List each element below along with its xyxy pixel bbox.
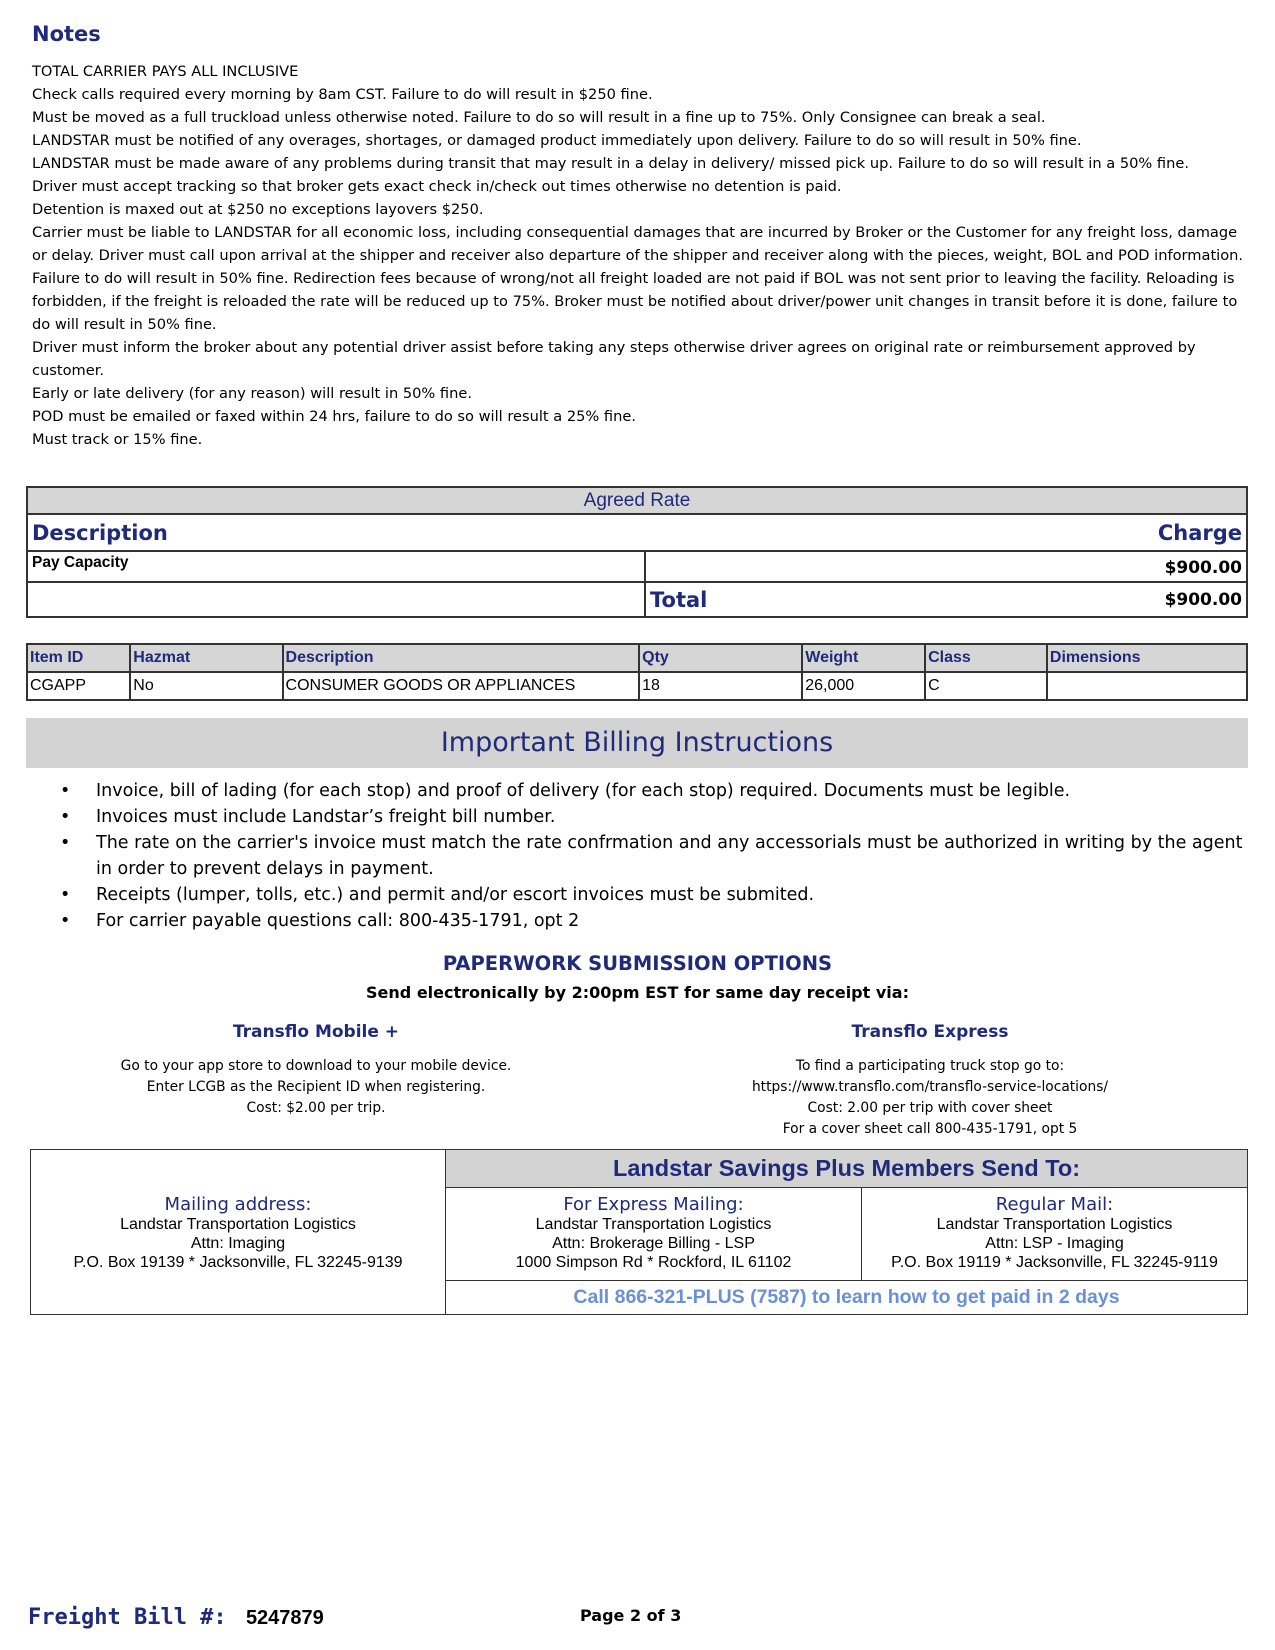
note-line: Detention is maxed out at $250 no exceptions layovers $250. [32, 201, 484, 218]
rate-total-row [26, 583, 1248, 618]
description-label: Description [32, 520, 168, 545]
total-label: Total [650, 587, 708, 612]
option-line: Cost: $2.00 per trip. [246, 1100, 386, 1116]
address-line: Attn: Imaging [190, 1235, 286, 1252]
option-line: Enter LCGB as the Recipient ID when registering. [146, 1079, 486, 1095]
notes-body [32, 60, 1252, 451]
transflo-locations-link[interactable]: https://www.transflo.com/transflo-service-locations/ [751, 1079, 1109, 1095]
cell-class: C [925, 672, 1047, 700]
table-row [27, 672, 1247, 700]
note-line: Carrier must be liable to LANDSTAR for all economic loss, including consequential damages that are incurred by Broker or the Customer for any freight loss, damage or delay. Driver must call upon arrival at the shipper and receiver also departure of the shipper and receiver along with the pieces, weight, BOL and POD information. Failure to do will result in 50% fine. Redirection fees because of wrong/not all freight loaded are not paid if BOL was not sent prior to leaving the facility. Reloading is forbidden, if the freight is reloaded the rate will be reduced up to 75%. Broker must be notified about driver/power unit changes in transit before it is done, failure to do will result in 50% fine. [32, 224, 1244, 333]
cell-item-id: CGAPP [27, 672, 130, 700]
rate-item-row [26, 552, 1248, 583]
list-item: • The rate on the carrier's invoice must match the rate confrmation and any accessorials must be authorized in writing by the agent in order to prevent delays in payment. [60, 830, 1250, 882]
billing-instructions-title: Important Billing Instructions [26, 718, 1248, 768]
cell-hazmat: No [130, 672, 282, 700]
col-weight: Weight [802, 644, 925, 672]
item-table-header [27, 644, 1247, 672]
list-item: • Invoice, bill of lading (for each stop) and proof of delivery (for each stop) required. Documents must be legible. [60, 778, 1250, 804]
note-line: LANDSTAR must be notified of any overages, shortages, or damaged product immediately upon delivery. Failure to do so will result in 50% fine. [32, 132, 1082, 149]
option-line: To find a participating truck stop go to: [795, 1058, 1065, 1074]
notes-title: Notes [32, 22, 101, 46]
rate-item-charge: $900.00 [1164, 558, 1242, 578]
note-line: POD must be emailed or faxed within 24 hrs, failure to do so will result a 25% fine. [32, 408, 636, 425]
note-line: Driver must inform the broker about any potential driver assist before taking any steps otherwise driver agrees on original rate or reimbursement approved by customer. [32, 339, 1196, 379]
lsp-header: Landstar Savings Plus Members Send To: [446, 1150, 1247, 1188]
col-hazmat: Hazmat [130, 644, 282, 672]
col-dimensions: Dimensions [1047, 644, 1247, 672]
option-line: Cost: 2.00 per trip with cover sheet [807, 1100, 1053, 1116]
option-line: Go to your app store to download to your mobile device. [120, 1058, 512, 1074]
lsp-regular-mail [862, 1188, 1247, 1280]
address-line: 1000 Simpson Rd * Rockford, IL 61102 [515, 1254, 792, 1271]
cell-qty: 18 [639, 672, 802, 700]
note-line: LANDSTAR must be made aware of any problems during transit that may result in a delay in delivery/ missed pick up. Failure to do so will result in a 50% fine. [32, 155, 1189, 172]
address-line: Attn: LSP - Imaging [985, 1235, 1124, 1252]
address-line: Landstar Transportation Logistics [535, 1216, 772, 1233]
address-line: P.O. Box 19119 * Jacksonville, FL 32245-9119 [891, 1254, 1218, 1271]
regular-mail-title: Regular Mail: [995, 1194, 1114, 1215]
item-table [26, 643, 1248, 701]
agreed-rate-table [26, 486, 1248, 618]
rate-item-description: Pay Capacity [28, 552, 646, 581]
address-line: Landstar Transportation Logistics [120, 1216, 356, 1233]
list-item: • Receipts (lumper, tolls, etc.) and permit and/or escort invoices must be submited. [60, 882, 1250, 908]
mailing-addresses [30, 1149, 1248, 1315]
address-line: Landstar Transportation Logistics [936, 1216, 1173, 1233]
list-item: • Invoices must include Landstar’s freight bill number. [60, 804, 1250, 830]
lsp-express-mailing [446, 1188, 862, 1280]
address-line: Attn: Brokerage Billing - LSP [552, 1235, 755, 1252]
col-class: Class [925, 644, 1047, 672]
cell-description: CONSUMER GOODS OR APPLIANCES [283, 672, 640, 700]
note-line: Must track or 15% fine. [32, 431, 203, 448]
rate-total-cell [646, 583, 1246, 616]
col-description: Description [283, 644, 640, 672]
billing-instructions-list [60, 778, 1250, 934]
cell-weight: 26,000 [802, 672, 925, 700]
note-line: Early or late delivery (for any reason) will result in 50% fine. [32, 385, 472, 402]
lsp-call-banner: Call 866-321-PLUS (7587) to learn how to get paid in 2 days [446, 1280, 1247, 1314]
address-line: P.O. Box 19139 * Jacksonville, FL 32245-9139 [73, 1254, 403, 1271]
freight-bill-label: Freight Bill #: [28, 1605, 227, 1630]
rate-total-spacer [28, 583, 646, 616]
rate-column-headers [26, 515, 1248, 552]
col-item-id: Item ID [27, 644, 130, 672]
freight-bill [28, 1605, 324, 1630]
note-line: TOTAL CARRIER PAYS ALL INCLUSIVE [32, 63, 299, 80]
mailing-address [31, 1150, 446, 1314]
mailing-address-title: Mailing address: [164, 1194, 312, 1215]
list-item: • For carrier payable questions call: 800-435-1791, opt 2 [60, 908, 1250, 934]
transflo-express-option [650, 1022, 1210, 1140]
agreed-rate-header: Agreed Rate [26, 486, 1248, 515]
transflo-mobile-title: Transflo Mobile + [232, 1022, 400, 1042]
note-line: Check calls required every morning by 8am CST. Failure to do will result in $250 fine. [32, 86, 653, 103]
paperwork-title: PAPERWORK SUBMISSION OPTIONS [442, 952, 833, 975]
total-value: $900.00 [1164, 589, 1242, 610]
express-mailing-title: For Express Mailing: [563, 1194, 744, 1215]
page-number: Page 2 of 3 [580, 1606, 682, 1625]
transflo-express-title: Transflo Express [851, 1022, 1009, 1042]
transflo-mobile-option [36, 1022, 596, 1119]
note-line: Driver must accept tracking so that broker gets exact check in/check out times otherwise no detention is paid. [32, 178, 842, 195]
paperwork-subtitle: Send electronically by 2:00pm EST for same day receipt via: [366, 983, 909, 1002]
charge-label: Charge [1157, 520, 1242, 545]
option-line: For a cover sheet call 800-435-1791, opt 5 [782, 1121, 1078, 1137]
cell-dimensions [1047, 672, 1247, 700]
note-line: Must be moved as a full truckload unless otherwise noted. Failure to do so will result in a fine up to 75%. Only Consignee can break a seal. [32, 109, 1046, 126]
freight-bill-number: 5247879 [245, 1607, 324, 1629]
col-qty: Qty [639, 644, 802, 672]
